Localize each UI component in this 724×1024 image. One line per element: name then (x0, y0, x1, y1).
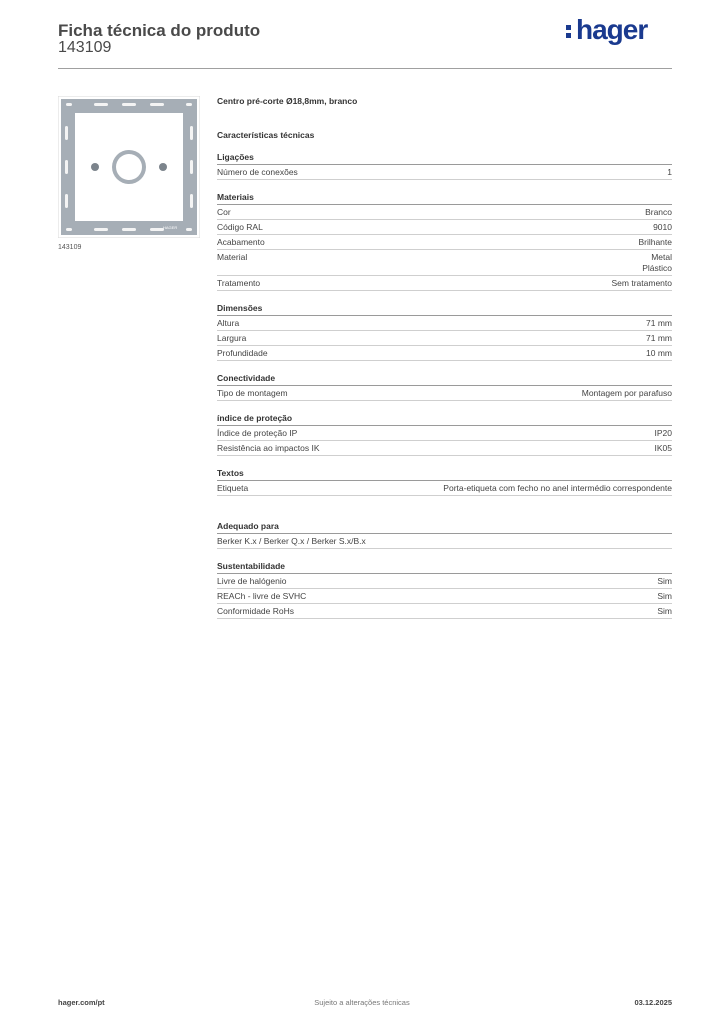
logo-text: hager (576, 14, 648, 45)
spec-label: Tipo de montagem (217, 388, 288, 398)
spec-value: 9010 (653, 222, 672, 232)
spec-label: Altura (217, 318, 240, 328)
spec-content (217, 96, 672, 619)
hager-logo (566, 14, 647, 46)
spec-label: Cor (217, 207, 231, 217)
spec-row (217, 250, 672, 276)
spec-label: Conformidade RoHs (217, 606, 295, 616)
spec-value-line: Metal (651, 252, 672, 262)
section-materiais (217, 192, 672, 291)
section-dimensoes (217, 303, 672, 361)
spec-value: 71 mm (646, 333, 672, 343)
spec-label: Código RAL (217, 222, 263, 232)
section-title: Adequado para (217, 521, 672, 534)
spec-row (217, 604, 672, 619)
spec-row (217, 220, 672, 235)
spec-value: Sim (657, 606, 672, 616)
logo-dots-icon (566, 22, 574, 41)
section-indice-protecao (217, 413, 672, 456)
spec-label: REACh - livre de SVHC (217, 591, 307, 601)
section-conectividade (217, 373, 672, 401)
spec-label: Acabamento (217, 237, 265, 247)
spec-value: IP20 (654, 428, 672, 438)
product-code: 143109 (58, 39, 112, 56)
footer-website-link[interactable]: hager.com/pt (58, 998, 105, 1007)
spec-value: 1 (667, 167, 672, 177)
image-brand-mark: HAGER (163, 225, 178, 230)
section-title: índice de proteção (217, 413, 672, 426)
spec-row (217, 386, 672, 401)
spec-row (217, 441, 672, 456)
spec-row (217, 346, 672, 361)
spec-row (217, 481, 672, 496)
footer-date: 03.12.2025 (634, 998, 672, 1007)
spec-row (217, 165, 672, 180)
header-divider (58, 68, 672, 69)
spec-label: Índice de proteção IP (217, 428, 298, 438)
section-adequado-para (217, 521, 672, 549)
spec-value: Sem tratamento (611, 278, 672, 288)
page-title: Ficha técnica do produto (58, 21, 261, 40)
spec-label: Livre de halógenio (217, 576, 287, 586)
spec-label: Número de conexões (217, 167, 298, 177)
tech-heading: Características técnicas (217, 130, 315, 140)
spec-value: Montagem por parafuso (581, 388, 672, 398)
spec-label: Resistência ao impactos IK (217, 443, 320, 453)
spec-value: 10 mm (646, 348, 672, 358)
product-image (58, 96, 200, 238)
section-title: Textos (217, 468, 672, 481)
spec-value: Sim (657, 576, 672, 586)
section-title: Ligações (217, 152, 672, 165)
spec-row (217, 589, 672, 604)
spec-label: Tratamento (217, 278, 261, 288)
section-title: Sustentabilidade (217, 561, 672, 574)
spec-row (217, 205, 672, 220)
spec-label: Material (217, 252, 248, 262)
section-ligacoes (217, 152, 672, 180)
spec-row (217, 316, 672, 331)
spec-label: Largura (217, 333, 247, 343)
spec-row (217, 331, 672, 346)
section-title: Materiais (217, 192, 672, 205)
section-title: Conectividade (217, 373, 672, 386)
spec-label: Berker K.x / Berker Q.x / Berker S.x/B.x (217, 536, 366, 546)
spec-value: IK05 (654, 443, 672, 453)
section-sustentabilidade (217, 561, 672, 619)
spec-value-line: Plástico (642, 263, 672, 273)
spec-row (217, 235, 672, 250)
spec-value: Porta-etiqueta com fecho no anel intermédio correspondente (443, 483, 672, 493)
spec-label: Profundidade (217, 348, 268, 358)
section-title: Dimensões (217, 303, 672, 316)
image-caption: 143109 (58, 244, 82, 251)
spec-value (642, 252, 672, 274)
spec-value: 71 mm (646, 318, 672, 328)
spec-label: Etiqueta (217, 483, 249, 493)
spec-value: Branco (645, 207, 672, 217)
spec-value: Sim (657, 591, 672, 601)
product-description: Centro pré-corte Ø18,8mm, branco (217, 96, 358, 106)
spec-row (217, 534, 672, 549)
spec-row (217, 276, 672, 291)
section-textos (217, 468, 672, 496)
footer-notice: Sujeito a alterações técnicas (314, 998, 410, 1007)
spec-value: Brilhante (638, 237, 672, 247)
spec-row (217, 426, 672, 441)
spec-row (217, 574, 672, 589)
